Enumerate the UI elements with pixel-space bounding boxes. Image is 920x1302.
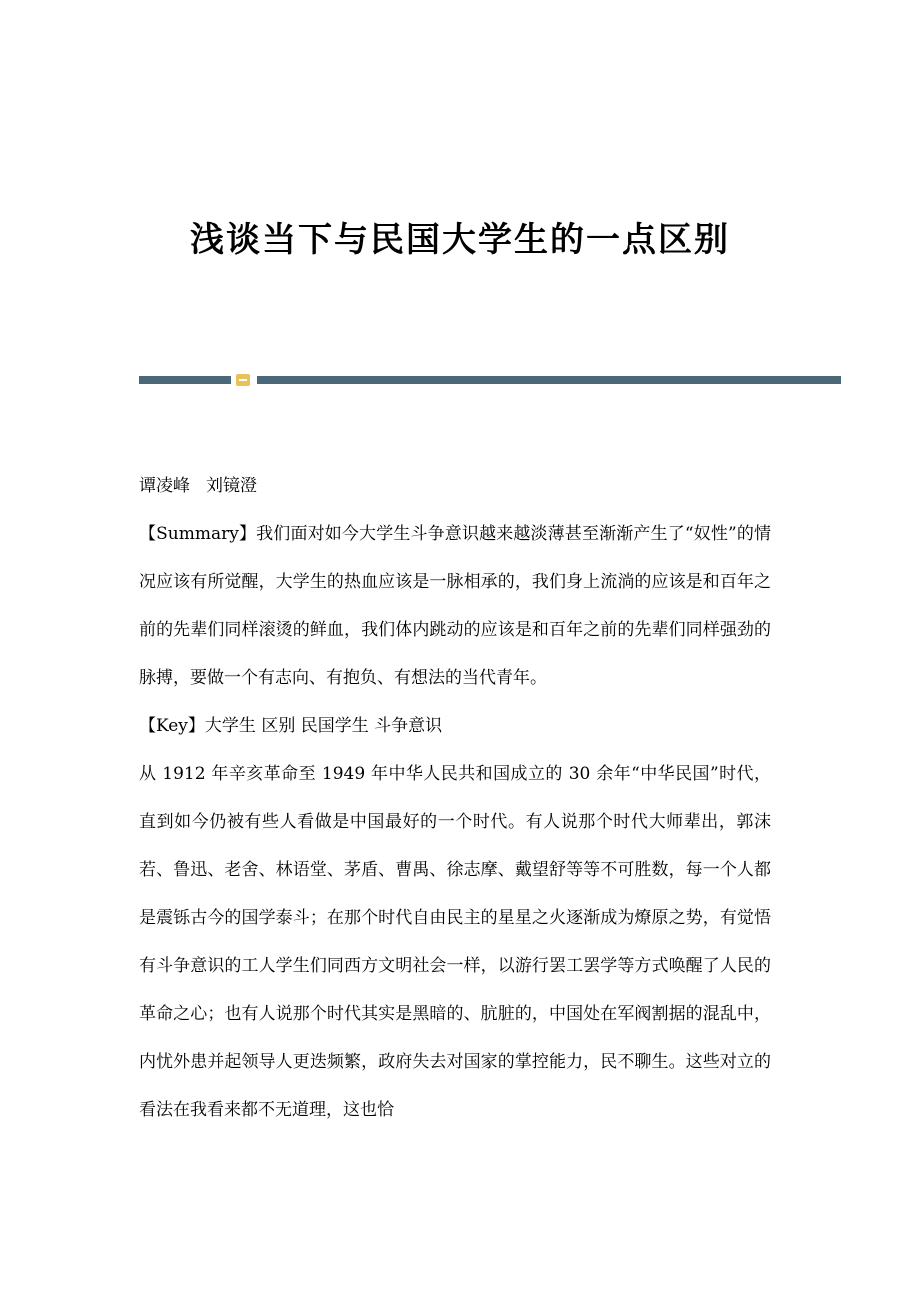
author-name: 谭凌峰 xyxy=(139,476,190,496)
summary-text: 我们面对如今大学生斗争意识越来越淡薄甚至渐渐产生了“奴性”的情况应该有所觉醒，大学生的热血应该是一脉相承的，我们身上流淌的应该是和百年之前的先辈们同样滚烫的鲜血，我们体内跳动的应该是和百年之前的先辈们同样强劲的脉搏，要做一个有志向、有抱负、有想法的当代青年。 xyxy=(139,524,771,688)
divider-bar-left xyxy=(139,376,231,384)
body-paragraph: 从 1912 年辛亥革命至 1949 年中华人民共和国成立的 30 余年“中华民国”时代，直到如今仍被有些人看做是中国最好的一个时代。有人说那个时代大师辈出，郭沫若、鲁迅、老舍、林语堂、茅盾、曹禺、徐志摩、戴望舒等等不可胜数，每一个人都是震铄古今的国学泰斗；在那个时代自由民主的星星之火逐渐成为燎原之势，有觉悟有斗争意识的工人学生们同西方文明社会一样，以游行罢工罢学等方式唤醒了人民的革命之心；也有人说那个时代其实是黑暗的、肮脏的，中国处在军阀割据的混乱中，内忧外患并起领导人更迭频繁，政府失去对国家的掌控能力，民不聊生。这些对立的看法在我看来都不无道理，这也恰 xyxy=(139,764,771,1120)
keywords-label: 【Key】 xyxy=(139,716,205,736)
article-content xyxy=(139,462,771,1134)
title-divider xyxy=(139,372,841,388)
divider-bar-right xyxy=(257,376,841,384)
summary-paragraph xyxy=(139,510,771,702)
keywords-text: 大学生 区别 民国学生 斗争意识 xyxy=(204,716,443,736)
summary-label: 【Summary】 xyxy=(139,524,257,544)
page-title: 浅谈当下与民国大学生的一点区别 xyxy=(190,220,730,260)
author-name: 刘镜澄 xyxy=(206,476,257,496)
author-line xyxy=(139,462,771,510)
keywords-line xyxy=(139,702,771,750)
divider-ornament-line xyxy=(239,379,247,381)
